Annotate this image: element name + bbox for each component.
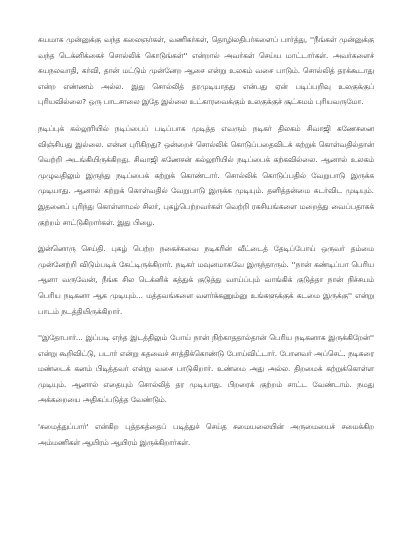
paragraph-1: சுயமாக முன்னுக்கு வந்த கலைஞர்கள், வணிகர்கள், தொழிலதிபர்களைப் பார்த்து, ''நீங்கள் முன்னுக்கு வந்த டெக்னிக்கைச் சொல்லிக் கொடுங்கள்'' என்றால் அவர்கள் செய்ய மாட்டார்கள். அவர்களைச் சுயநலவாதி, கர்வி, தான் மட்டும் முன்னேற ஆசை என்று உலகம் வசை பாடும். சொல்லித் தரக்கூடாது என்ற எண்ணம் அல்ல. இது சொல்லித் தரமுடியாதது என்பது ஏன் படிப்பறிவு உலகுக்குப் புரியவில்லை? ஒரு பாடசாலை இதே இல்லை உட்காரவைக்கும் உலகுக்குச் சூட்சுமம் புரியவருமோ. (38, 35, 374, 107)
paragraph-4: ''இதோபார்... இப்படி எந்த இடத்திலும் போய் நான் நிற்காததால்தான் பெரிய நடிகனாக இருக்கிறேன்'' என்று கூறிவிட்டு, படார் என்று கதவைச் சாத்திக்கொண்டு போய்விட்டார். போனவர் அப்செட். நடிகரை மண்டைக் கனம் பிடித்தவர் என்று வசை பாடுகிறார். உண்மை அது அல்ல. திறமைக் கற்றுக்கொள்ள முடியும். ஆனால் எதையும் சொல்லித் தர முடியாது. பிறரைக் குற்றம் சாட்ட வேண்டாம். நமது அக்கறையை அதிகப்படுத்த வேண்டும். (38, 333, 374, 405)
paragraph-3: இன்னொரு செய்தி. புகழ் பெற்ற நகைச்சுவை நடிகரின் வீட்டைத் தேடிப்போய் ஒருவர் தம்மை முன்னேற்றி விடும்படிக் கேட்டிருக்கிறார். நடிகர் மவுனமாகவே இருந்தாரும். ''நான் கண்டிப்பா பெரிய ஆளா வருவேன், நீங்க சில டெக்னிக் கத்துக் குடுத்து வாய்ப்பும் வாங்கிக் குடுத்தா நான் நிச்சயம் பெரிய நடிகனா ஆக முடியும்... மத்தவங்களை வளர்க்கணும்னு உங்களுக்குக் கடமை இருக்கு'' என்று பாடம் நடத்தியிருக்கிறார். (38, 244, 374, 316)
document-page (38, 32, 374, 450)
paragraph-2: நடிப்புக் கல்லூரியில் நடிப்பைப் படிப்பாக முடித்த எவரும் நடிகர் திலகம் சிவாஜி கணேசனை விஞ்சியது இல்லை. என்ன புரிகிறது? ஒன்றைச் சொல்லிக் கொடுப்பதைவிடக் கற்றுக் கொள்வதில்தான் வெற்றி அடங்கியிருக்கிறது. சிவாஜி கணேசன் கல்லூரியில் நடிப்பைக் கற்கவில்லை. ஆனால் உலகம் முழுவதிலும் இருந்து நடிப்பைக் கற்றுக் கொண்டார். சொல்லிக் கொடுப்பதில் வேறுபாடு இருக்க முடியாது. ஆனால் கற்றுக் கொள்வதில் வேறுபாடு இருக்க முடியும். தனித்தன்மை சுடர்விட முடியும். இதனைப் புரிந்து கொள்ளாமல் சிலர், புகழ்பெற்றவர்கள் வெற்றி ரகசியங்களை மறைத்து வைப்பதாகக் குற்றம் சாட்டுகிறார்கள். இது பிழை. (38, 123, 374, 227)
paragraph-5: 'சமைத்துப்பார்' என்கிற புத்தகத்தைப் படித்துச் செய்த சமையலையின் அருமையைச் சமைக்கிற அம்மணிகள் ஆயிரம் ஆயிரம் இருக்கிறார்கள். (38, 422, 374, 447)
